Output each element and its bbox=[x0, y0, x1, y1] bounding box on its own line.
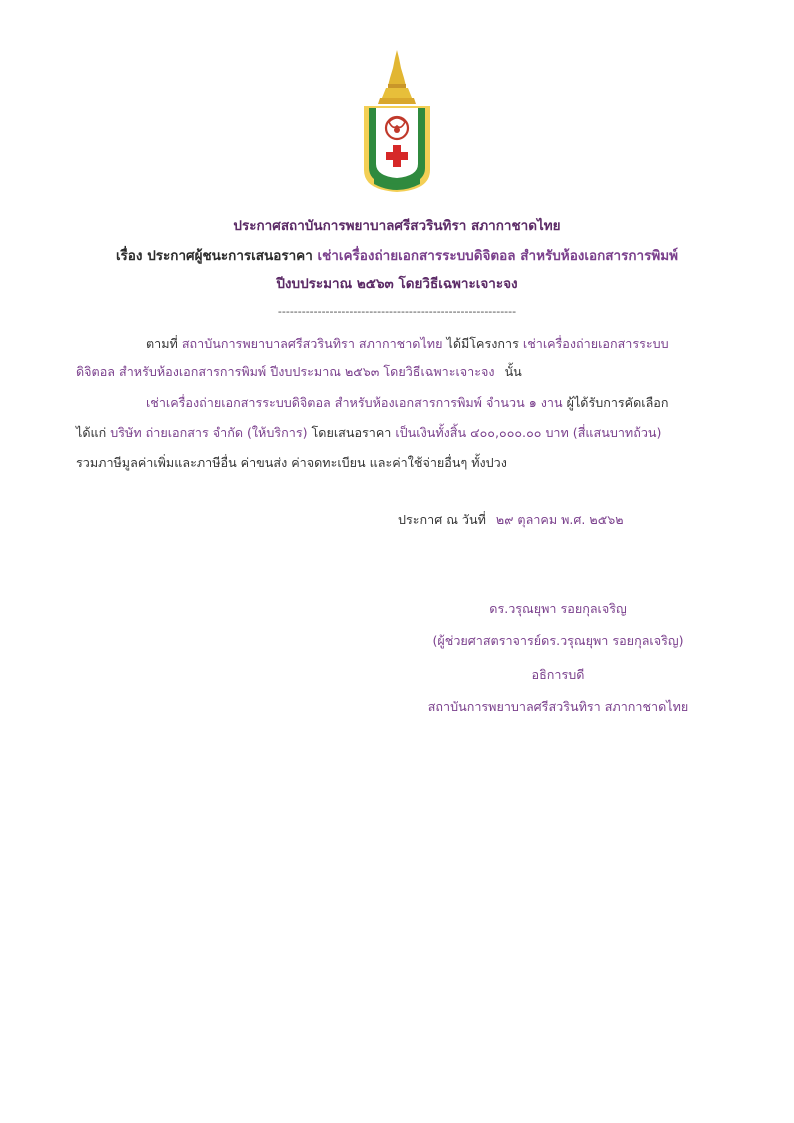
fiscal-line: ปีงบประมาณ ๒๕๖๓ โดยวิธีเฉพาะเจาะจง bbox=[276, 276, 518, 292]
announce-line bbox=[398, 511, 624, 529]
paragraph-1-line-1 bbox=[146, 335, 669, 353]
paragraph-2-line-2 bbox=[76, 424, 661, 442]
p1-project-cont: ดิจิตอล สำหรับห้องเอกสารการพิมพ์ ปีงบประมาณ ๒๕๖๓ โดยวิธีเฉพาะเจาะจง bbox=[76, 364, 495, 379]
p1-end: นั้น bbox=[504, 364, 522, 379]
subject-prefix: เรื่อง ประกาศผู้ชนะการเสนอราคา bbox=[115, 248, 313, 264]
p1-project: เช่าเครื่องถ่ายเอกสารระบบ bbox=[522, 336, 669, 351]
p2-amount: ๔๐๐,๐๐๐.๐๐ บาท (สี่แสนบาทถ้วน) bbox=[470, 425, 662, 440]
divider-line: ------------------------------------------------------------ bbox=[277, 305, 517, 318]
signature-organization: สถาบันการพยาบาลศรีสวรินทิรา สภากาชาดไทย bbox=[427, 699, 689, 714]
announce-label: ประกาศ ณ วันที่ bbox=[398, 512, 486, 527]
p1-organization: สถาบันการพยาบาลศรีสวรินทิรา สภากาชาดไทย bbox=[181, 336, 443, 351]
paragraph-1-line-2 bbox=[76, 363, 522, 381]
announce-date: ๒๙ ตุลาคม พ.ศ. ๒๕๖๒ bbox=[495, 512, 624, 527]
signature-position: อธิการบดี bbox=[531, 667, 585, 682]
document-subject bbox=[60, 246, 734, 266]
signature-full-name: (ผู้ช่วยศาสตราจารย์ดร.วรุณยุพา รอยกุลเจริญ) bbox=[432, 633, 684, 648]
p1-a: ตามที่ bbox=[146, 336, 178, 351]
signature-name: ดร.วรุณยุพา รอยกุลเจริญ bbox=[489, 601, 627, 616]
document-title: ประกาศสถาบันการพยาบาลศรีสวรินทิรา สภากาชาดไทย bbox=[233, 218, 561, 234]
p2-winner: บริษัท ถ่ายเอกสาร จำกัด (ให้บริการ) bbox=[110, 425, 308, 440]
p2-a: เช่าเครื่องถ่ายเอกสารระบบดิจิตอล สำหรับห้องเอกสารการพิมพ์ จำนวน ๑ งาน bbox=[146, 395, 563, 410]
p2-offer-label: โดยเสนอราคา bbox=[311, 425, 392, 440]
institution-logo bbox=[358, 50, 436, 196]
p2-total-label: เป็นเงินทั้งสิ้น bbox=[395, 425, 467, 440]
paragraph-2-line-3: รวมภาษีมูลค่าเพิ่มและภาษีอื่น ค่าขนส่ง ค่าจดทะเบียน และค่าใช้จ่ายอื่นๆ ทั้งปวง bbox=[76, 455, 507, 470]
p2-winner-label: ได้แก่ bbox=[76, 425, 107, 440]
p2-b: ผู้ได้รับการคัดเลือก bbox=[566, 395, 669, 410]
p1-c: ได้มีโครงการ bbox=[446, 336, 519, 351]
paragraph-2-line-1 bbox=[146, 394, 669, 412]
subject-rest: เช่าเครื่องถ่ายเอกสารระบบดิจิตอล สำหรับห้องเอกสารการพิมพ์ bbox=[317, 248, 679, 264]
